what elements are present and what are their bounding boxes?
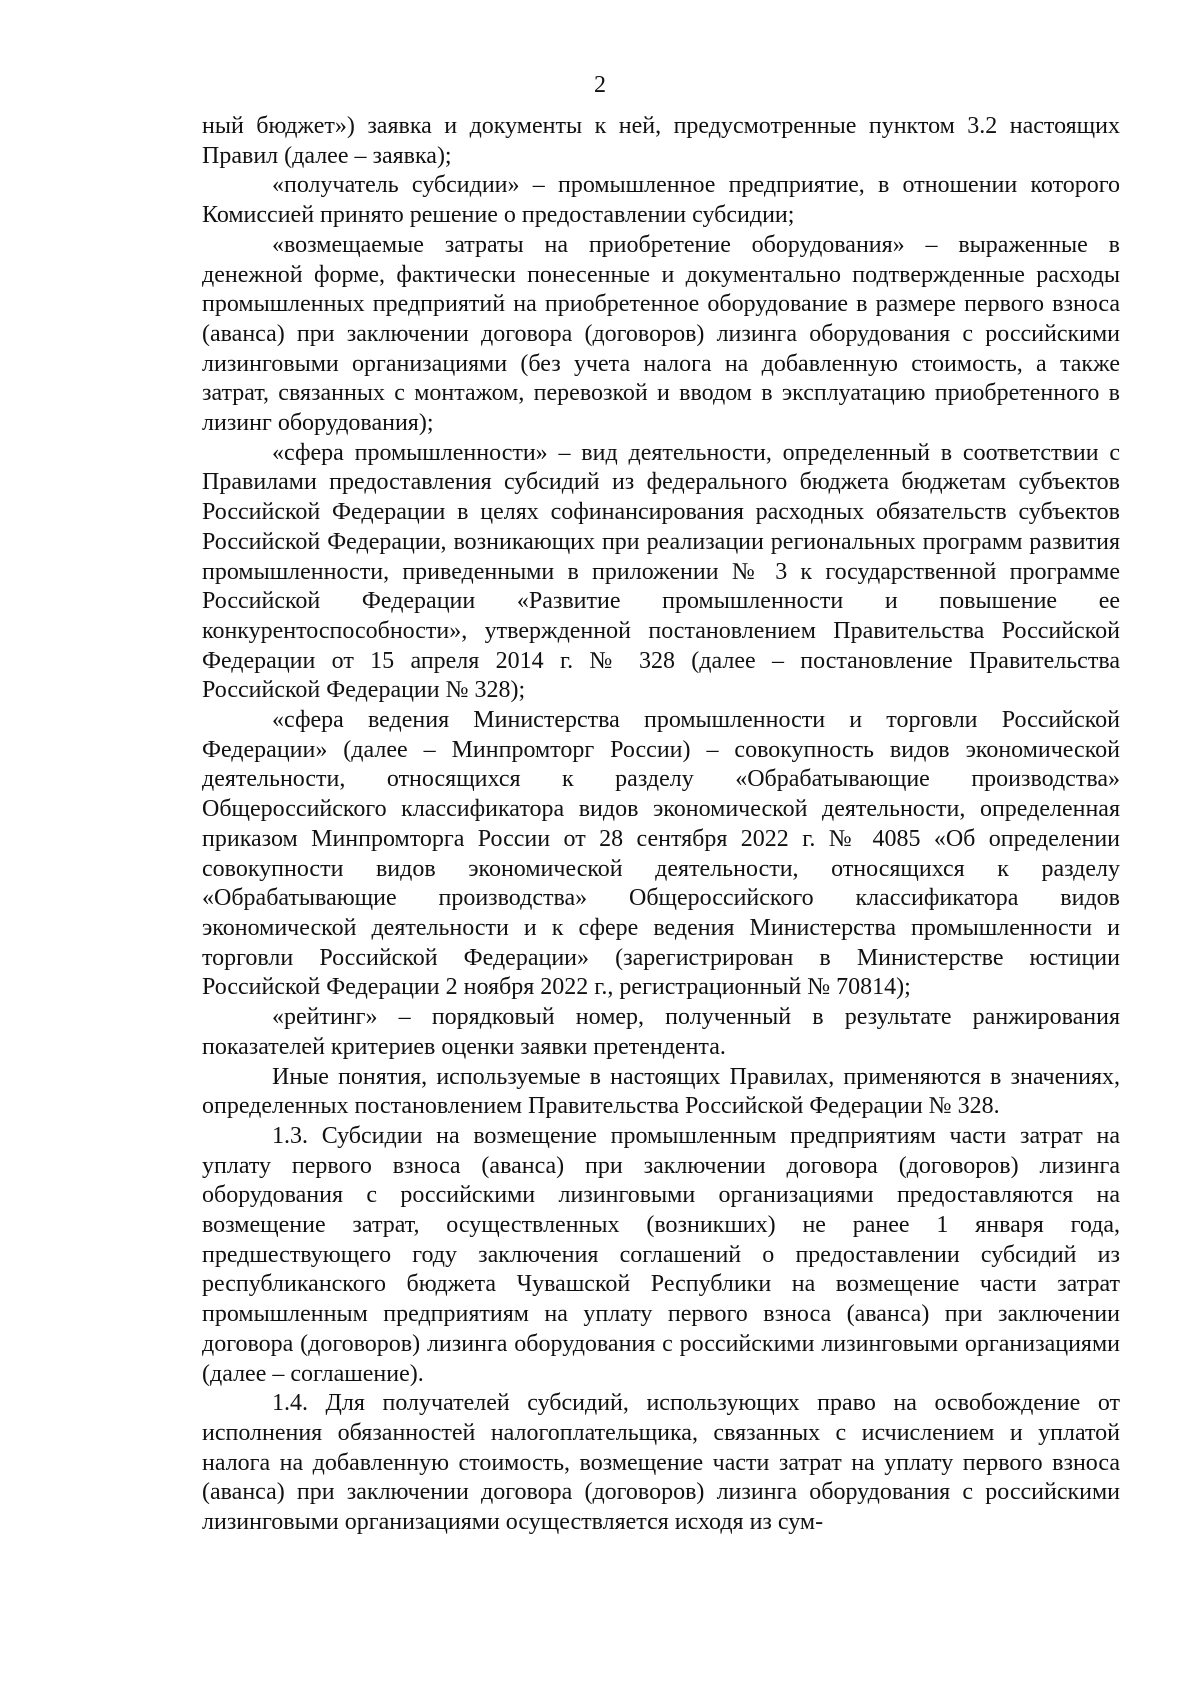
document-body [202, 112, 1120, 1538]
paragraph-rating: «рейтинг» – порядковый номер, полученный в результате ранжирования показателей критериев оценки заявки претендента. [202, 1004, 1120, 1060]
paragraph-ministry-sphere: «сфера ведения Министерства промышленности и торговли Российской Федерации» (далее – Минпромторг России) – совокупность видов экономической деятельности, относящихся к разделу «Обрабатывающие производства» Общероссийского классификатора видов экономической деятельности, определенная приказом Минпромторга России от 28 сентября 2022 г. № 4085 «Об определении совокупности видов экономической деятельности, относящихся к разделу «Обрабатывающие производства» Общероссийского классификатора видов экономической деятельности и к сфере ведения Министерства промышленности и торговли Российской Федерации» (зарегистрирован в Министерстве юстиции Российской Федерации 2 ноября 2022 г., регистрационный № 70814); [202, 707, 1120, 1001]
paragraph-continuation: ный бюджет») заявка и документы к ней, предусмотренные пунктом 3.2 настоящих Правил (далее – заявка); [202, 113, 1120, 169]
paragraph-clause-1-3: 1.3. Субсидии на возмещение промышленным предприятиям части затрат на уплату первого взноса (аванса) при заключении договора (договоров) лизинга оборудования с российскими лизинговыми организациями предоставляются на возмещение затрат, осуществленных (возникших) не ранее 1 января года, предшествующего году заключения соглашений о предоставлении субсидий из республиканского бюджета Чувашской Республики на возмещение части затрат промышленным предприятиям на уплату первого взноса (аванса) при заключении договора (договоров) лизинга оборудования с российскими лизинговыми организациями (далее – соглашение). [202, 1122, 1120, 1387]
paragraph-industry-sphere: «сфера промышленности» – вид деятельности, определенный в соответствии с Правилами предоставления субсидий из федерального бюджета бюджетам субъектов Российской Федерации в целях софинансирования расходных обязательств субъектов Российской Федерации, возникающих при реализации региональных программ развития промышленности, приведенными в приложении № 3 к государственной программе Российской Федерации «Развитие промышленности и повышение ее конкурентоспособности», утвержденной постановлением Правительства Российской Федерации от 15 апреля 2014 г. № 328 (далее – постановление Правительства Российской Федерации № 328); [202, 439, 1120, 704]
paragraph-subsidy-recipient: «получатель субсидии» – промышленное предприятие, в отношении которого Комиссией принято решение о предоставлении субсидии; [202, 172, 1120, 229]
paragraph-clause-1-4: 1.4. Для получателей субсидий, использующих право на освобождение от исполнения обязанностей налогоплательщика, связанных с исчислением и уплатой налога на добавленную стоимость, возмещение части затрат на уплату первого взноса (аванса) при заключении договора (договоров) лизинга оборудования с российскими лизинговыми организациями осуществляется исходя из сум- [202, 1390, 1120, 1536]
paragraph-reimbursable-costs: «возмещаемые затраты на приобретение оборудования» – выраженные в денежной форме, фактически понесенные и документально подтвержденные расходы промышленных предприятий на приобретенное оборудование в размере первого взноса (аванса) при заключении договора (договоров) лизинга оборудования с российскими лизинговыми организациями (без учета налога на добавленную стоимость, а также затрат, связанных с монтажом, перевозкой и вводом в эксплуатацию приобретенного в лизинг оборудования); [202, 231, 1120, 437]
page-number: 2 [594, 72, 606, 98]
paragraph-other-terms: Иные понятия, используемые в настоящих Правилах, применяются в значениях, определенных постановлением Правительства Российской Федерации № 328. [202, 1063, 1120, 1120]
